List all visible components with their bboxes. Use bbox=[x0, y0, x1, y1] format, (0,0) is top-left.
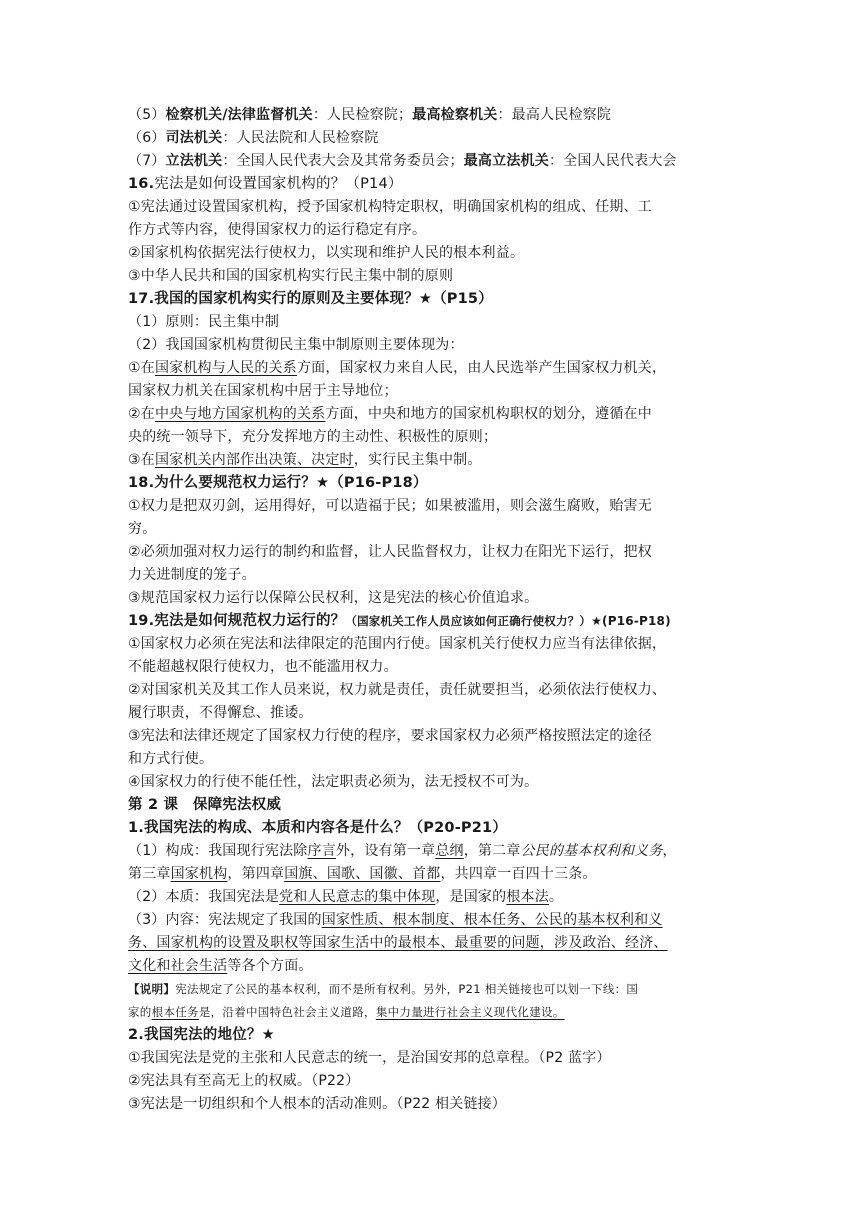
text-line: ③宪法和法律还规定了国家权力行使的程序，要求国家权力必须严格按照法定的途径 bbox=[128, 728, 652, 744]
text-line: ④国家权力的行使不能任性，法定职责必须为，法无授权不可为。 bbox=[128, 774, 539, 790]
question-heading bbox=[128, 173, 733, 196]
text-line bbox=[128, 909, 733, 932]
text-span: ，是国家的 bbox=[435, 889, 507, 905]
question-heading: 1.我国宪法的构成、本质和内容各是什么？（P20-P21） bbox=[128, 820, 508, 836]
text-line: 力关进制度的笼子。 bbox=[128, 567, 256, 583]
text-span: （2）本质：我国宪法是 bbox=[128, 889, 280, 905]
text-line bbox=[128, 863, 733, 886]
underlined-term: 国家机构与人民的关系 bbox=[154, 360, 297, 376]
text-span: 方面，国家权力来自人民，由人民选举产生国家权力机关， bbox=[296, 360, 667, 376]
underlined-term: 国家性质、根本制度、根本任务、公民的基本权利和义 bbox=[321, 912, 663, 928]
text-line: ①权力是把双刃剑，运用得好，可以造福于民；如果被滥用，则会滋生腐败，贻害无 bbox=[128, 498, 652, 514]
underlined-term: 总纲 bbox=[435, 843, 464, 859]
text-line: ②对国家机关及其工作人员来说，权力就是责任，责任就要担当，必须依法行使权力、 bbox=[128, 682, 667, 698]
question-subtext: （国家机关工作人员应该如何正确行使权力？） bbox=[345, 614, 592, 628]
lesson-title: 第 2 课 保障宪法权威 bbox=[128, 797, 282, 813]
question-heading bbox=[128, 610, 733, 633]
italic-term: 公民的基本权利和义务 bbox=[520, 843, 663, 859]
text-span: 第三章 bbox=[128, 866, 171, 882]
text-span: ，共四章一百四十三条。 bbox=[440, 866, 597, 882]
term-bold: 司法机关 bbox=[165, 130, 223, 146]
text-line: ②必须加强对权力运行的制约和监督，让人民监督权力，让权力在阳光下运行，把权 bbox=[128, 544, 652, 560]
text-span: ：最高人民检察院 bbox=[497, 107, 612, 123]
text-line: 作方式等内容，使得国家权力的运行稳定有序。 bbox=[128, 222, 427, 238]
underlined-term: 文化和社会生活 bbox=[128, 958, 228, 974]
text-span: 。 bbox=[548, 889, 564, 905]
note-label: 【说明】 bbox=[128, 982, 176, 996]
text-span: ：人民法院和人民检察院 bbox=[222, 130, 379, 146]
item-number: （7） bbox=[128, 153, 166, 169]
note-text: 是，沿着中国特色社会主义道路， bbox=[198, 1005, 376, 1019]
question-text: 宪法是如何设置国家机构的？（P14） bbox=[154, 176, 403, 192]
text-line bbox=[128, 150, 733, 173]
underlined-term: 中央与地方国家机构的关系 bbox=[154, 406, 326, 422]
text-line: ①我国宪法是党的主张和人民意志的统一，是治国安邦的总章程。（P2 蓝字） bbox=[128, 1050, 611, 1066]
text-line bbox=[128, 886, 733, 909]
text-span: ③在 bbox=[128, 452, 155, 468]
text-span: （1）构成：我国现行宪法除 bbox=[128, 843, 308, 859]
term-bold: 最高检察机关 bbox=[412, 107, 498, 123]
text-line: ③规范国家权力运行以保障公民权利，这是宪法的核心价值追求。 bbox=[128, 590, 539, 606]
term-bold: 检察机关/法律监督机关 bbox=[165, 107, 313, 123]
underlined-term: 国家机构 bbox=[170, 866, 228, 882]
item-number: （6） bbox=[128, 130, 166, 146]
text-line bbox=[128, 932, 733, 955]
note-text: 家的 bbox=[128, 1005, 152, 1019]
text-span: ①在 bbox=[128, 360, 155, 376]
question-heading: 2.我国宪法的地位？★ bbox=[128, 1027, 275, 1043]
text-span: ，第四章 bbox=[227, 866, 285, 882]
note-text: 宪法规定了公民的基本权利，而不是所有权利。另外，P21 相关链接也可以划一下线：国 bbox=[175, 982, 639, 996]
term-bold: 最高立法机关 bbox=[463, 153, 549, 169]
text-span: ②在 bbox=[128, 406, 155, 422]
text-line: ③宪法是一切组织和个人根本的活动准则。（P22 相关链接） bbox=[128, 1096, 507, 1112]
note-line bbox=[128, 978, 733, 1001]
underlined-term: 根本任务 bbox=[151, 1005, 199, 1019]
document-body bbox=[128, 104, 733, 1116]
text-line: 履行职责，不得懈怠、推诿。 bbox=[128, 705, 313, 721]
text-span: ：全国人民代表大会 bbox=[548, 153, 677, 169]
text-span: 外，设有第一章 bbox=[335, 843, 436, 859]
text-line: 穷。 bbox=[128, 521, 157, 537]
underlined-term: 序言 bbox=[307, 843, 336, 859]
question-heading: 17.我国的国家机构实行的原则及主要体现？★（P15） bbox=[128, 291, 493, 307]
note-line bbox=[128, 1001, 733, 1024]
text-span: （3）内容：宪法规定了我国的 bbox=[128, 912, 322, 928]
question-reference: ★(P16-P18) bbox=[591, 614, 671, 628]
text-span: ，实行民主集中制。 bbox=[353, 452, 482, 468]
term-bold: 立法机关 bbox=[165, 153, 223, 169]
text-line bbox=[128, 449, 733, 472]
text-line: 国家权力机关在国家机构中居于主导地位； bbox=[128, 383, 398, 399]
text-line: ③中华人民共和国的国家机构实行民主集中制的原则 bbox=[128, 268, 454, 284]
text-span: 方面，中央和地方的国家机构职权的划分，遵循在中 bbox=[325, 406, 652, 422]
text-line: 央的统一领导下，充分发挥地方的主动性、积极性的原则； bbox=[128, 429, 498, 445]
question-number: 16. bbox=[128, 176, 155, 192]
question-text: 19.宪法是如何规范权力运行的？ bbox=[128, 613, 346, 629]
text-line bbox=[128, 403, 733, 426]
text-line: ②国家机构依据宪法行使权力，以实现和维护人民的根本利益。 bbox=[128, 245, 525, 261]
question-heading: 18.为什么要规范权力运行？★（P16-P18） bbox=[128, 475, 428, 491]
underlined-term: 国家机关内部作出决策、决定时 bbox=[154, 452, 354, 468]
text-line: 和方式行使。 bbox=[128, 751, 214, 767]
text-line bbox=[128, 357, 733, 380]
underlined-term: 集中力量进行社会主义现代化建设。 bbox=[375, 1005, 565, 1019]
text-line: （1）原则：民主集中制 bbox=[128, 314, 280, 330]
text-line: ②宪法具有至高无上的权威。（P22） bbox=[128, 1073, 360, 1089]
text-line bbox=[128, 127, 733, 150]
text-span: 等各个方面。 bbox=[227, 958, 313, 974]
underlined-term: 务、国家机构的设置及职权等国家生活中的最根本、最重要的问题，涉及政治、经济、 bbox=[128, 935, 668, 951]
underlined-term: 党和人民意志的集中体现 bbox=[279, 889, 436, 905]
text-line: 不能超越权限行使权力，也不能滥用权力。 bbox=[128, 659, 398, 675]
text-span: ：全国人民代表大会及其常务委员会； bbox=[222, 153, 464, 169]
underlined-term: 国旗、国歌、国徽、首都 bbox=[284, 866, 441, 882]
text-span: ， bbox=[662, 843, 677, 859]
text-line bbox=[128, 840, 733, 863]
text-span: ：人民检察院； bbox=[312, 107, 413, 123]
text-line: （2）我国国家机构贯彻民主集中制原则主要体现为： bbox=[128, 337, 464, 353]
underlined-term: 根本法 bbox=[506, 889, 549, 905]
text-span: ，第二章 bbox=[463, 843, 521, 859]
text-line bbox=[128, 104, 733, 127]
item-number: （5） bbox=[128, 107, 166, 123]
text-line: ①国家权力必须在宪法和法律限定的范围内行使。国家机关行使权力应当有法律依据， bbox=[128, 636, 667, 652]
text-line bbox=[128, 955, 733, 978]
text-line: ①宪法通过设置国家机构，授予国家机构特定职权，明确国家机构的组成、任期、工 bbox=[128, 199, 652, 215]
